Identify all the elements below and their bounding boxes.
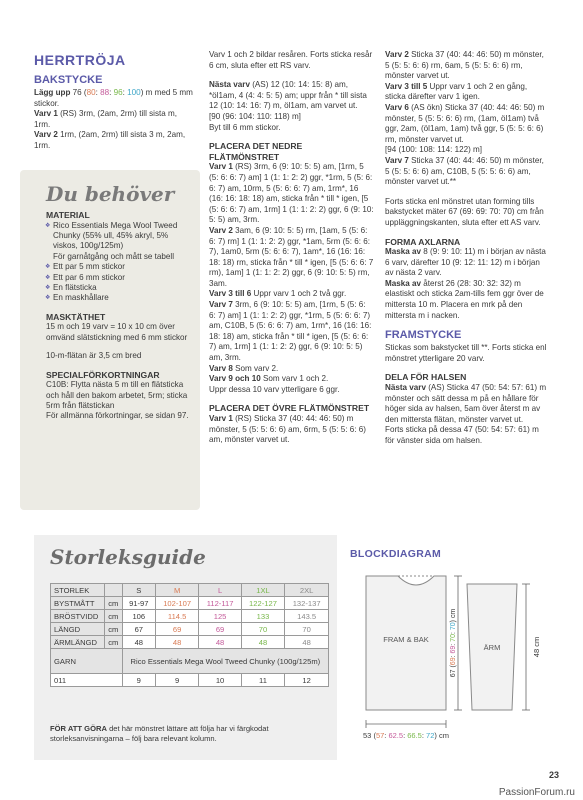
lower-row-7: Varv 7 3rm, 6 (9: 10: 5: 5) am, [1rm, 5 (5: 6: 6: 7) am] 1 (1: 1: 2: 2) ggr, *1rm, 5 (5: 6: 6: 7) am, C10B, 5 (5: 6: 6: 7) am, 1rm*, 16 (16: 16: 18: 18) am, sticka från * till * igen, [5 (5: 6: 6: 7) am, 1rm] 1 (1: 1: 2: 2) ggr, 6 (9: 10: 5: 5) am, 3rm.: [209, 300, 372, 363]
size-cell: 125: [199, 610, 241, 623]
height-label: 67 (69: 69: 70: 70) cm: [450, 608, 457, 678]
row-unit: cm: [104, 610, 122, 623]
size-cell: 69: [155, 623, 199, 636]
size-cell: 2XL: [285, 584, 329, 597]
row-unit: cm: [104, 623, 122, 636]
row-2-text: Varv 2 1rm, (2am, 2rm) till sista 3 m, 2am, 1rm.: [34, 130, 186, 150]
size-table: [50, 583, 329, 687]
heading-lower-cable: PLACERA DET NEDRE FLÄTMÖNSTRET: [209, 141, 303, 162]
size-table-row: [51, 636, 329, 649]
size-guide-title: Storleksguide: [50, 545, 206, 569]
size-cell: 133: [241, 610, 285, 623]
materials-box: [20, 170, 200, 510]
pattern-title: HERRTRÖJA: [34, 52, 126, 68]
size-cell: 91-97: [122, 597, 155, 610]
yarn-row: [51, 649, 329, 674]
material-item: ❖ Ett par 5 mm stickor: [46, 262, 192, 272]
size-cell: 69: [199, 623, 241, 636]
size-table-row: [51, 623, 329, 636]
size-cell: 48: [199, 636, 241, 649]
row-label: ÄRMLÄNGD: [51, 636, 105, 649]
yarn-qty-cell: 9: [155, 674, 199, 687]
size-cell: 106: [122, 610, 155, 623]
row-label: BRÖSTVIDD: [51, 610, 105, 623]
size-cell: 48: [122, 636, 155, 649]
abbr-text: C10B: Flytta nästa 5 m till en flätsticka och håll den bakom arbetet, 5rm; sticka 5rm från flätstickan: [46, 380, 188, 411]
armhole-text-1: Maska av 8 (9: 9: 10: 11) m i början av nästa 6 varv, därefter 10 (9: 12: 11: 12) m i början av nästa 2 varv.: [385, 247, 546, 278]
column-1: [34, 50, 194, 152]
sleeve-label: ÄRM: [483, 643, 501, 652]
size-cell: 70: [285, 623, 329, 636]
upper-row-6: Varv 6 (AS ökn) Sticka 37 (40: 44: 46: 50) m mönster, 5 (5: 5: 6: 6) rm, (1am, öl1am) två ggr, 2am, (öl1am, 1am) två ggr, 5 (5: 5: 6: 6) rm, mönster varvet ut.: [385, 102, 545, 144]
upper-row-7: Varv 7 Sticka 37 (40: 44: 46: 50) m mönster, 5 (5: 5: 6: 6) am, C10B, 5 (5: 5: 6: 6) am, mönster varvet ut.**: [385, 155, 544, 187]
material-item: ❖ Ett par 6 mm stickor: [46, 273, 192, 283]
row-label: LÄNGD: [51, 623, 105, 636]
size-cell: 48: [241, 636, 285, 649]
size-cell: 114.5: [155, 610, 199, 623]
yarn-qty-cell: 10: [199, 674, 241, 687]
yarn-name: Rico Essentials Mega Wool Tweed Chunky (100g/125m): [122, 649, 328, 674]
yarn-label: GARN: [51, 649, 123, 674]
size-cell: 1XL: [241, 584, 285, 597]
gauge-text: 15 m och 19 varv = 10 x 10 cm över omvänd slätstickning med 6 mm stickor: [46, 322, 188, 342]
column-2: [209, 50, 374, 446]
row-unit: [104, 584, 122, 597]
size-cell: 67: [122, 623, 155, 636]
size-cell: 143.5: [285, 610, 329, 623]
rib-intro: Varv 1 och 2 bildar resåren. Forts sticka resår 6 cm, sluta efter ett RS varv.: [209, 50, 373, 70]
yarn-code: 011: [51, 674, 123, 687]
lower-row-3: Varv 3 till 6 Uppr varv 1 och 2 två ggr.: [209, 289, 347, 299]
yarn-qty-row: [51, 674, 329, 687]
size-cell: 48: [155, 636, 199, 649]
next-row-text: Nästa varv (AS) 12 (10: 14: 15: 8) am, *öl1am, 4 (4: 4: 5: 5) am; uppr från * till sista 12 (10: 14: 16: 7) m, öl1am, am varvet ut.: [209, 80, 367, 111]
upper-row-1: Varv 1 (RS) Sticka 37 (40: 44: 46: 50) m mönster, 5 (5: 5: 6: 6) am, 6rm, 5 (5: 5: 6: 6) am, mönster varvet ut.: [209, 414, 366, 445]
material-item: ❖ En flätsticka: [46, 283, 192, 293]
abbr-heading: SPECIALFÖRKORTNINGAR: [46, 369, 160, 380]
size-note: FÖR ATT GÖRA det här mönstret lättare att följa har vi färgkodat storleksanvisningarna – följ bara relevant kolumn.: [50, 724, 269, 743]
upper-row-3: Varv 3 till 5 Uppr varv 1 och 2 en gång, sticka därefter varv 1 igen.: [385, 81, 528, 102]
sleeve-length-label: 48 cm: [532, 636, 541, 658]
continue-text: Forts sticka enl mönstret utan forming tills bakstycket mäter 67 (69: 69: 70: 70) cm från uppläggningskanten, sluta efter ett AS varv.: [385, 196, 544, 227]
block-diagram-title: BLOCKDIAGRAM: [350, 548, 442, 560]
armhole-text-2: Maska av återst 26 (28: 30: 32: 32) m elastiskt och sticka 2am-tills fem ggr över de mittersta 10 m. Placera en mrk på den mittersta m i nacken.: [385, 278, 544, 320]
cast-on-text: Lägg upp 76 (80: 88: 96: 100) m med 5 mm stickor.: [34, 88, 193, 108]
neck-text: Nästa varv (AS) Sticka 47 (50: 54: 57: 61) m mönster och sätt dessa m på en hållare för höger sida av halsen, 5am över återst m av den mittersta flätan, mönster varvet ut.: [385, 383, 547, 424]
yarn-note: För garnåtgång och mått se tabell: [53, 251, 175, 261]
stitch-count: [90 (96: 104: 110: 118) m]: [209, 111, 301, 121]
size-table-row: [51, 610, 329, 623]
size-cell: 48: [285, 636, 329, 649]
heading-upper-cable: PLACERA DET ÖVRE FLÄTMÖNSTRET: [209, 403, 370, 414]
yarn-qty-cell: 11: [241, 674, 285, 687]
section-framstycke: FRAMSTYCKE: [385, 329, 462, 342]
gauge-heading: MASKTÄTHET: [46, 311, 106, 322]
heading-neck: DELA FÖR HALSEN: [385, 372, 467, 383]
page-number: 23: [548, 770, 559, 780]
size-cell: 70: [241, 623, 285, 636]
lower-row-9: Varv 9 och 10 Som varv 1 och 2.: [209, 374, 329, 384]
front-text: Stickas som bakstycket till **. Forts sticka enl mönstret ytterligare 20 varv.: [385, 343, 547, 363]
cable-width-text: 10-m-flätan är 3,5 cm bred: [46, 351, 142, 361]
row-1-text: Varv 1 (RS) 3rm, (2am, 2rm) till sista m, 1rm.: [34, 109, 178, 129]
watermark: PassionForum.ru: [498, 787, 575, 798]
lower-row-8: Varv 8 Som varv 2.: [209, 363, 279, 373]
size-cell: M: [155, 584, 199, 597]
size-cell: 132-137: [285, 597, 329, 610]
size-guide-panel: [34, 535, 337, 760]
lower-row-1: Varv 1 (RS) 3rm, 6 (9: 10: 5: 5) am, [1rm, 5 (5: 6: 6: 7) am] 1 (1: 1: 2: 2) ggr, *1rm, 5 (5: 6: 6: 7) am, 10rm, 5 (5: 6: 6: 7) am, 1rm*, 16 (16: 16: 18: 18) am, sticka från * till * igen, [5 (5: 6: 6: 7) am, 1rm] 1 (1: 1: 2: 2) ggr, 6 (9: 10: 5: 5) am, 3rm.: [209, 162, 374, 225]
size-table-row: [51, 584, 329, 597]
neck-more-text: Forts sticka på dessa 47 (50: 54: 57: 61) m för vänster sida om halsen.: [385, 425, 539, 445]
size-cell: 112-117: [199, 597, 241, 610]
row-unit: cm: [104, 636, 122, 649]
materials-title: Du behöver: [46, 182, 175, 206]
yarn-item: ❖ Rico Essentials Mega Wool Tweed Chunky (55% ull, 45% akryl, 5% viskos, 100g/125m): [46, 221, 192, 252]
row-label: BYSTMÅTT: [51, 597, 105, 610]
material-heading: MATERIAL: [46, 210, 90, 220]
yarn-qty-cell: 12: [285, 674, 329, 687]
block-diagram: [346, 570, 551, 750]
size-cell: 122-127: [241, 597, 285, 610]
section-bakstycke: BAKSTYCKE: [34, 74, 103, 86]
column-3: [385, 50, 550, 447]
body-label: FRAM & BAK: [383, 635, 429, 644]
size-cell: S: [122, 584, 155, 597]
size-cell: L: [199, 584, 241, 597]
yarn-qty-cell: 9: [122, 674, 155, 687]
size-cell: 102-107: [155, 597, 199, 610]
needle-switch: Byt till 6 mm stickor.: [209, 122, 281, 132]
width-label: 53 (57: 62.5: 66.5: 72) cm: [363, 731, 449, 740]
size-table-row: [51, 597, 329, 610]
row-unit: cm: [104, 597, 122, 610]
abbr-more-text: För allmänna förkortningar, se sidan 97.: [46, 411, 189, 421]
heading-armhole: FORMA AXLARNA: [385, 236, 461, 247]
lower-row-2: Varv 2 3am, 6 (9: 10: 5: 5) rm, [1am, 5 (5: 6: 6: 7) rm] 1 (1: 1: 2: 2) ggr, *1am, 5rm (5: 6: 6: 7), 1am0, 5rm (5: 6: 6: 7), 1am*, 16 (16: 16: 18: 18) rm, sticka från * till * igen, [5 (5: 6: 6: 7 rm), 1am] 1 (1: 1: 2: 2) ggr, 6 (9: 10: 5: 5) rm, 3am.: [209, 225, 374, 288]
upper-stitch-count: [94 (100: 108: 114: 122) m]: [385, 145, 483, 155]
upper-row-2: Varv 2 Sticka 37 (40: 44: 46: 50) m mönster, 5 (5: 5: 6: 6) rm, 6am, 5 (5: 5: 6: 6) rm, mönster varvet ut.: [385, 50, 544, 81]
material-item: ❖ En maskhållare: [46, 293, 192, 303]
lower-repeat: Uppr dessa 10 varv ytterligare 6 ggr.: [209, 384, 340, 394]
row-label: STORLEK: [51, 584, 105, 597]
